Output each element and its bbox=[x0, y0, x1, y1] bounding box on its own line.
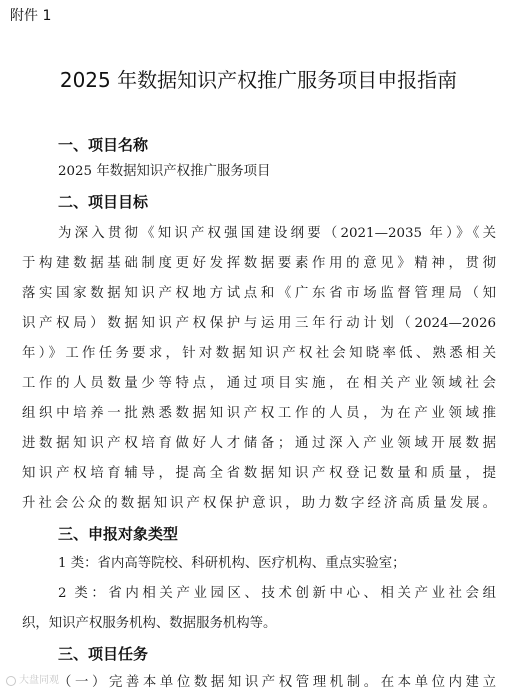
attachment-label: 附件 1 bbox=[10, 8, 52, 24]
goal-paragraph-line: 工作的人员数量少等特点，通过项目实施，在相关产业领域社会 bbox=[22, 376, 496, 391]
goal-paragraph-line: 落实国家数据知识产权地方试点和《广东省市场监督管理局（知 bbox=[22, 286, 496, 301]
applicant-type-line: 织，知识产权服务机构、数据服务机构等。 bbox=[22, 616, 277, 631]
section-heading-project-tasks: 三、项目任务 bbox=[58, 645, 149, 663]
goal-paragraph-line: 年）》工作任务要求，针对数据知识产权社会知晓率低、熟悉相关 bbox=[22, 346, 496, 361]
document-title: 2025 年数据知识产权推广服务项目申报指南 bbox=[59, 68, 458, 92]
watermark-logo-icon bbox=[6, 676, 16, 686]
watermark-text: 大盘同观 bbox=[19, 675, 59, 686]
task-line: （一）完善本单位数据知识产权管理机制。在本单位内建立 bbox=[58, 675, 496, 690]
goal-paragraph-line: 进数据知识产权培育做好人才储备；通过深入产业领域开展数据 bbox=[22, 436, 496, 451]
goal-paragraph-line: 识产权局）数据知识产权保护与运用三年行动计划（2024—2026 bbox=[22, 316, 496, 331]
goal-paragraph-line: 为深入贯彻《知识产权强国建设纲要（2021—2035 年）》《关 bbox=[58, 226, 496, 241]
goal-paragraph-line: 组织中培养一批熟悉数据知识产权工作的人员，为在产业领域推 bbox=[22, 406, 496, 421]
goal-paragraph-line: 升社会公众的数据知识产权保护意识，助力数字经济高质量发展。 bbox=[22, 496, 496, 511]
goal-paragraph-line: 于构建数据基础制度更好发挥数据要素作用的意见》精神，贯彻 bbox=[22, 256, 496, 271]
applicant-type-line: 1 类：省内高等院校、科研机构、医疗机构、重点实验室； bbox=[58, 556, 406, 571]
watermark bbox=[6, 674, 59, 688]
section-heading-applicant-types: 三、申报对象类型 bbox=[58, 525, 179, 543]
section-heading-project-goal: 二、项目目标 bbox=[58, 193, 149, 211]
project-name-text: 2025 年数据知识产权推广服务项目 bbox=[58, 164, 271, 179]
applicant-type-line: 2 类：省内相关产业园区、技术创新中心、相关产业社会组 bbox=[58, 586, 496, 601]
goal-paragraph-line: 知识产权培育辅导，提高全省数据知识产权登记数量和质量，提 bbox=[22, 466, 496, 481]
section-heading-project-name: 一、项目名称 bbox=[58, 136, 149, 154]
